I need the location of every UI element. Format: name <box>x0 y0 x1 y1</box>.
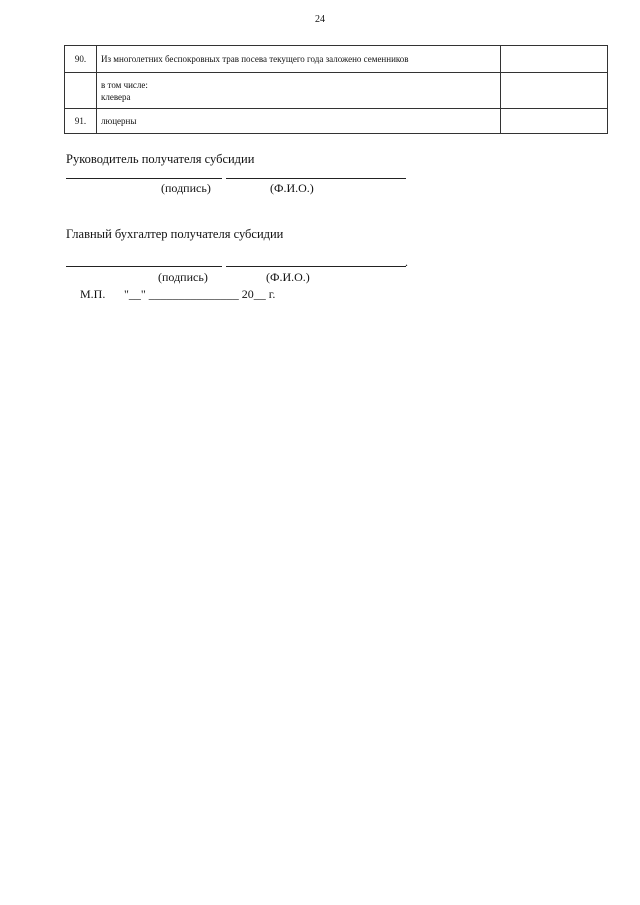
table-row <box>65 73 608 109</box>
accountant-trailing-dot: . <box>405 255 408 269</box>
head-name-line <box>226 178 406 179</box>
row-number <box>65 73 97 109</box>
row-text: в том числе: клевера <box>97 73 501 109</box>
row-text: Из многолетних беспокровных трав посева текущего года заложено семенников <box>97 46 501 73</box>
accountant-sign-label: (подпись) <box>158 270 208 284</box>
accountant-name-label: (Ф.И.О.) <box>266 270 310 284</box>
accountant-name-line <box>226 266 406 267</box>
row-value <box>501 46 608 73</box>
head-title: Руководитель получателя субсидии <box>66 152 255 166</box>
table-row <box>65 46 608 73</box>
row-text: люцерны <box>97 109 501 134</box>
stamp-mp: М.П. <box>80 287 106 301</box>
row-number: 91. <box>65 109 97 134</box>
accountant-title: Главный бухгалтер получателя субсидии <box>66 227 284 241</box>
head-signature-line <box>66 178 222 179</box>
accountant-signature-line <box>66 266 222 267</box>
head-name-label: (Ф.И.О.) <box>270 181 314 195</box>
row-value <box>501 73 608 109</box>
page-number: 24 <box>315 14 325 25</box>
head-sign-label: (подпись) <box>161 181 211 195</box>
report-table <box>64 45 608 134</box>
date-line: "__" _______________ 20__ г. <box>124 287 276 301</box>
row-value <box>501 109 608 134</box>
row-number: 90. <box>65 46 97 73</box>
table-row <box>65 109 608 134</box>
